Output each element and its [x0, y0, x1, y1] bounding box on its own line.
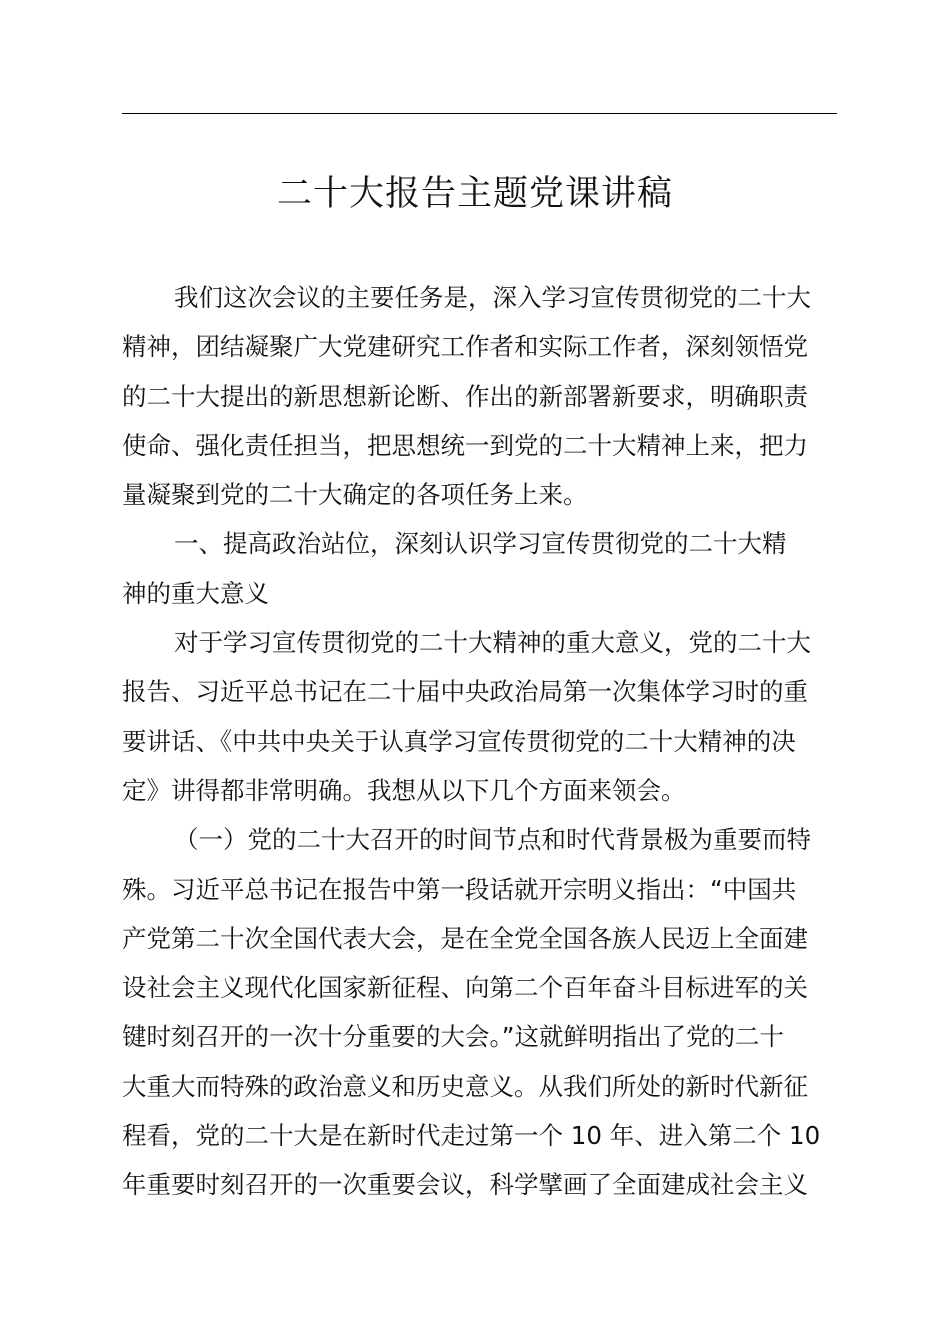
text-line: 精神，团结凝聚广大党建研究工作者和实际工作者，深刻领悟党	[122, 332, 808, 362]
text-line: 要讲话、《中共中央关于认真学习宣传贯彻党的二十大精神的决	[122, 726, 796, 756]
subsection-line: （一）党的二十大召开的时间节点和时代背景极为重要而特	[174, 825, 811, 855]
section-heading-line: 一、提高政治站位，深刻认识学习宣传贯彻党的二十大精	[174, 529, 787, 559]
text-line: 对于学习宣传贯彻党的二十大精神的重大意义，党的二十大	[174, 628, 811, 658]
text-line: 的二十大提出的新思想新论断、作出的新部署新要求，明确职责	[122, 381, 808, 411]
document-body	[122, 273, 840, 1210]
text-line: 量凝聚到党的二十大确定的各项任务上来。	[122, 480, 588, 510]
text-line: 年重要时刻召开的一次重要会议，科学擘画了全面建成社会主义	[122, 1170, 808, 1200]
document-title: 二十大报告主题党课讲稿	[276, 174, 673, 214]
text-line: 使命、强化责任担当，把思想统一到党的二十大精神上来，把力	[122, 430, 808, 460]
header-rule	[122, 113, 837, 114]
text-line: 设社会主义现代化国家新征程、向第二个百年奋斗目标进军的关	[122, 973, 808, 1003]
text-line: 产党第二十次全国代表大会，是在全党全国各族人民迈上全面建	[122, 923, 808, 953]
text-line: 大重大而特殊的政治意义和历史意义。从我们所处的新时代新征	[122, 1071, 808, 1101]
text-line: 我们这次会议的主要任务是，深入学习宣传贯彻党的二十大	[174, 283, 811, 312]
text-line: 殊。习近平总书记在报告中第一段话就开宗明义指出：“中国共	[122, 874, 797, 904]
text-line: 定》讲得都非常明确。我想从以下几个方面来领会。	[122, 775, 686, 805]
text-line: 报告、习近平总书记在二十届中央政治局第一次集体学习时的重	[122, 677, 808, 707]
section-heading-line: 神的重大意义	[122, 578, 269, 608]
text-line: 键时刻召开的一次十分重要的大会。”这就鲜明指出了党的二十	[122, 1022, 784, 1052]
text-line: 程看，党的二十大是在新时代走过第一个 10 年、进入第二个 10	[122, 1121, 821, 1151]
